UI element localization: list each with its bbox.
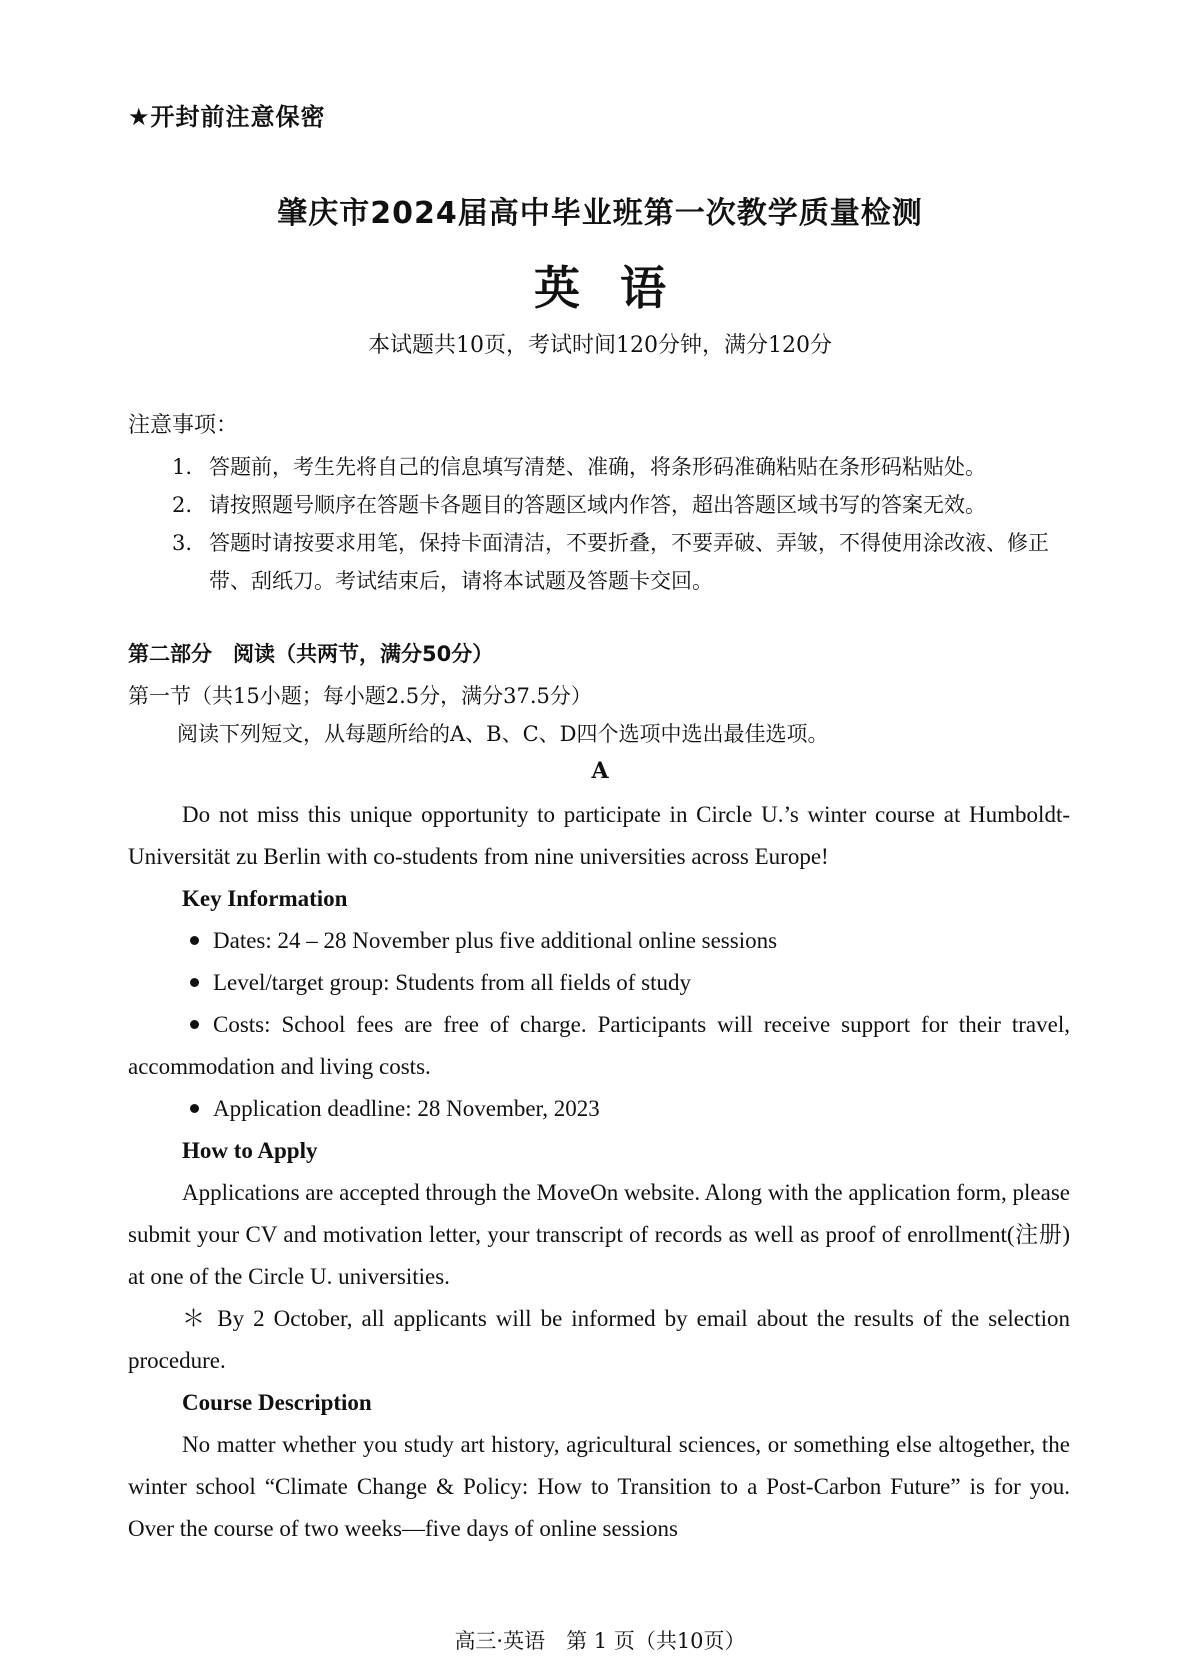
notice-item bbox=[172, 524, 1072, 600]
exam-info: 本试题共10页，考试时间120分钟，满分120分 bbox=[368, 333, 832, 358]
exam-title: 肇庆市2024届高中毕业班第一次教学质量检测 bbox=[277, 196, 923, 231]
passage-intro: Do not miss this unique opportunity to participate in Circle U.’s winter course at Humboldt-Universität zu Berlin with co-students from nine universities across Europe! bbox=[128, 802, 1070, 869]
notice-number: 3. bbox=[172, 531, 193, 555]
bullet-text: Dates: 24 – 28 November plus five additional online sessions bbox=[213, 928, 778, 953]
notice-item bbox=[172, 448, 1072, 486]
bullet-icon bbox=[190, 1104, 199, 1113]
notice-item bbox=[172, 486, 1072, 524]
bullet-icon bbox=[190, 978, 199, 987]
notice-title: 注意事项： bbox=[128, 413, 239, 438]
bullet-text: Application deadline: 28 November, 2023 bbox=[213, 1096, 600, 1121]
bullet-text: Costs: School fees are free of charge. Participants will receive support for their travel, accommodation and living costs. bbox=[128, 1012, 1070, 1079]
notice-number: 1. bbox=[172, 455, 193, 479]
bullet-icon bbox=[190, 936, 199, 945]
course-heading: Course Description bbox=[182, 1390, 372, 1415]
passage-letter: A bbox=[591, 758, 609, 784]
notice-text: 请按照题号顺序在答题卡各题目的答题区域内作答，超出答题区域书写的答案无效。 bbox=[209, 493, 986, 517]
part-title: 第二部分 阅读（共两节，满分50分） bbox=[128, 642, 494, 666]
apply-heading: How to Apply bbox=[182, 1138, 318, 1163]
apply-note: ＊ By 2 October, all applicants will be informed by email about the results of the selection procedure. bbox=[128, 1306, 1070, 1373]
bullet-item bbox=[128, 920, 1070, 962]
bullet-item bbox=[128, 1088, 1070, 1130]
notice-number: 2. bbox=[172, 493, 193, 517]
bullet-item bbox=[128, 1004, 1070, 1088]
section-instruction: 阅读下列短文，从每题所给的A、B、C、D四个选项中选出最佳选项。 bbox=[177, 722, 829, 746]
notice-text: 答题前，考生先将自己的信息填写清楚、准确，将条形码准确粘贴在条形码粘贴处。 bbox=[209, 455, 986, 479]
notice-list bbox=[172, 448, 1072, 600]
apply-text: Applications are accepted through the MoveOn website. Along with the application form, please submit your CV and motivation letter, your transcript of records as well as proof of enrollment(注册) at one of the Circle U. universities. bbox=[128, 1180, 1070, 1289]
confidential-note: ★开封前注意保密 bbox=[128, 103, 326, 131]
bullet-text: Level/target group: Students from all fields of study bbox=[213, 970, 692, 995]
bullet-item bbox=[128, 962, 1070, 1004]
section-title: 第一节（共15小题；每小题2.5分，满分37.5分） bbox=[128, 684, 592, 708]
key-info-heading: Key Information bbox=[182, 886, 348, 911]
course-text: No matter whether you study art history, agricultural sciences, or something else altogether, the winter school “Climate Change & Policy: How to Transition to a Post-Carbon Future” is for you. Over the course of two weeks—five days of online sessions bbox=[128, 1432, 1070, 1541]
passage-body bbox=[128, 794, 1070, 1550]
bullet-icon bbox=[190, 1020, 199, 1029]
page-footer: 高三·英语 第 1 页（共10页） bbox=[454, 1629, 746, 1653]
notice-text: 答题时请按要求用笔，保持卡面清洁，不要折叠，不要弄破、弄皱，不得使用涂改液、修正带、刮纸刀。考试结束后，请将本试题及答题卡交回。 bbox=[209, 531, 1049, 593]
subject-title: 英语 bbox=[534, 261, 706, 315]
